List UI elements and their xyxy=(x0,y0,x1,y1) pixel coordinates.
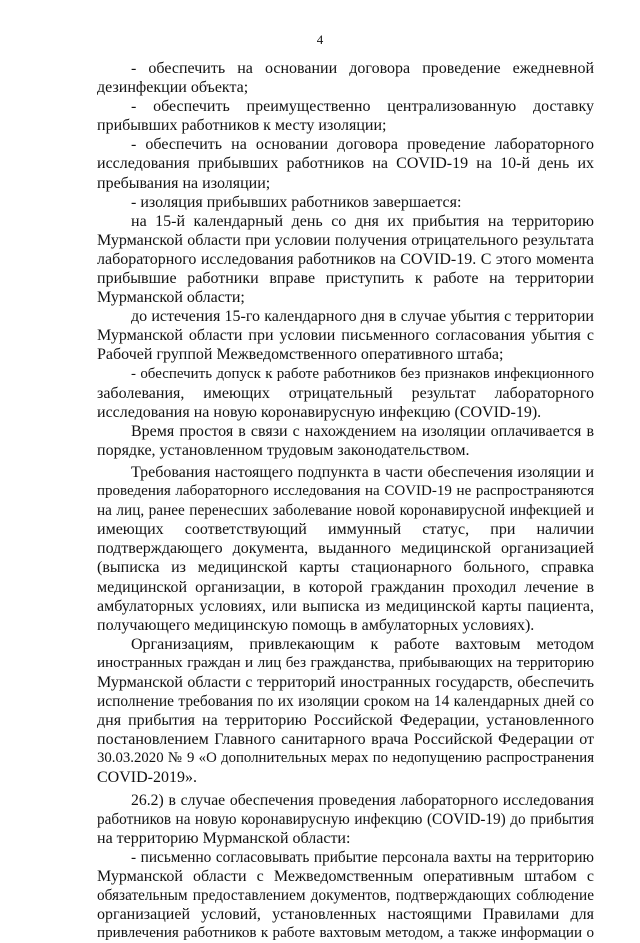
text-line: дезинфекции объекта; xyxy=(97,79,249,97)
text-line: Мурманской области с Межведомственным оперативным штабом с xyxy=(97,867,594,885)
text-line: прибывшие работники вправе приступить к работе на территории xyxy=(97,270,594,288)
text-line: Требования настоящего подпункта в части обеспечения изоляции и xyxy=(131,463,594,481)
text-line: Мурманской области; xyxy=(97,289,245,307)
text-line: обязательным предоставлением документов, подтверждающих соблюдение xyxy=(97,887,594,905)
text-line: дня прибытия на территорию Российской Федерации, установленного xyxy=(97,712,594,730)
text-line: до истечения 15-го календарного дня в случае убытия с территории xyxy=(131,308,594,326)
text-line: исполнение требования по их изоляции сроком на 14 календарных дней со xyxy=(97,693,594,711)
text-line: 30.03.2020 № 9 «О дополнительных мерах по недопущению распространения xyxy=(97,750,594,767)
text-line: (выписка из медицинской карты стационарного больного, справка xyxy=(97,559,594,577)
text-line: - изоляция прибывших работников завершается: xyxy=(131,193,462,211)
text-line: постановлением Главного санитарного врача Российской Федерации от xyxy=(97,731,594,749)
text-line: на лиц, ранее перенесших заболевание новой коронавирусной инфекцией и xyxy=(97,502,594,520)
text-line: COVID-2019». xyxy=(97,769,197,787)
text-line: на территорию Мурманской области: xyxy=(97,829,351,847)
text-line: медицинской организации, в которой гражданин проходил лечение в xyxy=(97,578,594,596)
document-body xyxy=(97,59,594,943)
text-line: работников на новую коронавирусную инфекцию (COVID-19) до прибытия xyxy=(97,810,594,828)
text-line: Организациям, привлекающим к работе вахтовым методом xyxy=(131,635,594,653)
text-line: Рабочей группой Межведомственного оперативного штаба; xyxy=(97,346,504,364)
text-line: прибывших работников к месту изоляции; xyxy=(97,117,387,135)
text-line: - обеспечить на основании договора проведение ежедневной xyxy=(131,60,594,77)
text-line: исследования на новую коронавирусную инфекцию (COVID-19). xyxy=(97,403,542,421)
text-line: на 15-й календарный день со дня их прибытия на территорию xyxy=(131,212,594,230)
text-line: - письменно согласовывать прибытие персонала вахты на территорию xyxy=(131,848,594,866)
text-line: иностранных граждан и лиц без гражданства, прибывающих на территорию xyxy=(97,654,594,671)
text-line: - обеспечить на основании договора проведение лабораторного xyxy=(131,136,594,154)
text-line: исследования прибывших работников на COVID-19 на 10-й день их xyxy=(97,155,594,173)
text-line: Мурманской области при условии письменного согласования убытия с xyxy=(97,327,594,345)
page-number: 4 xyxy=(316,32,324,47)
text-line: Мурманской области с территорий иностранных государств, обеспечить xyxy=(97,674,594,691)
text-line: имеющих соответствующий иммунный статус, при наличии xyxy=(97,521,594,539)
text-line: подтверждающего документа, выданного медицинской организацией xyxy=(97,540,594,558)
text-line: - обеспечить преимущественно централизованную доставку xyxy=(131,98,594,116)
text-line: проведения лабораторного исследования на COVID-19 не распространяются xyxy=(97,483,594,500)
text-line: Мурманской области при условии получения отрицательного результата xyxy=(97,231,594,249)
text-line: заболевания, имеющих отрицательный результат лабораторного xyxy=(97,384,594,402)
text-line: организацией условий, установленных настоящими Правилами для xyxy=(97,906,594,924)
text-line: амбулаторных условиях, или выписка из медицинской карты пациента, xyxy=(97,597,594,615)
text-line: Время простоя в связи с нахождением на изоляции оплачивается в xyxy=(131,422,594,440)
text-line: получающего медицинскую помощь в амбулаторных условиях). xyxy=(97,616,535,634)
text-line: - обеспечить допуск к работе работников без признаков инфекционного xyxy=(131,365,594,382)
text-line: пребывания на изоляции; xyxy=(97,174,271,192)
text-line: привлечения работников к работе вахтовым методом, а также информации о xyxy=(97,925,594,942)
text-line: лабораторного исследования работников на COVID-19. С этого момента xyxy=(97,250,594,268)
text-line: 26.2) в случае обеспечения проведения лабораторного исследования xyxy=(131,791,594,809)
text-line: порядке, установленном трудовым законодательством. xyxy=(97,441,470,459)
